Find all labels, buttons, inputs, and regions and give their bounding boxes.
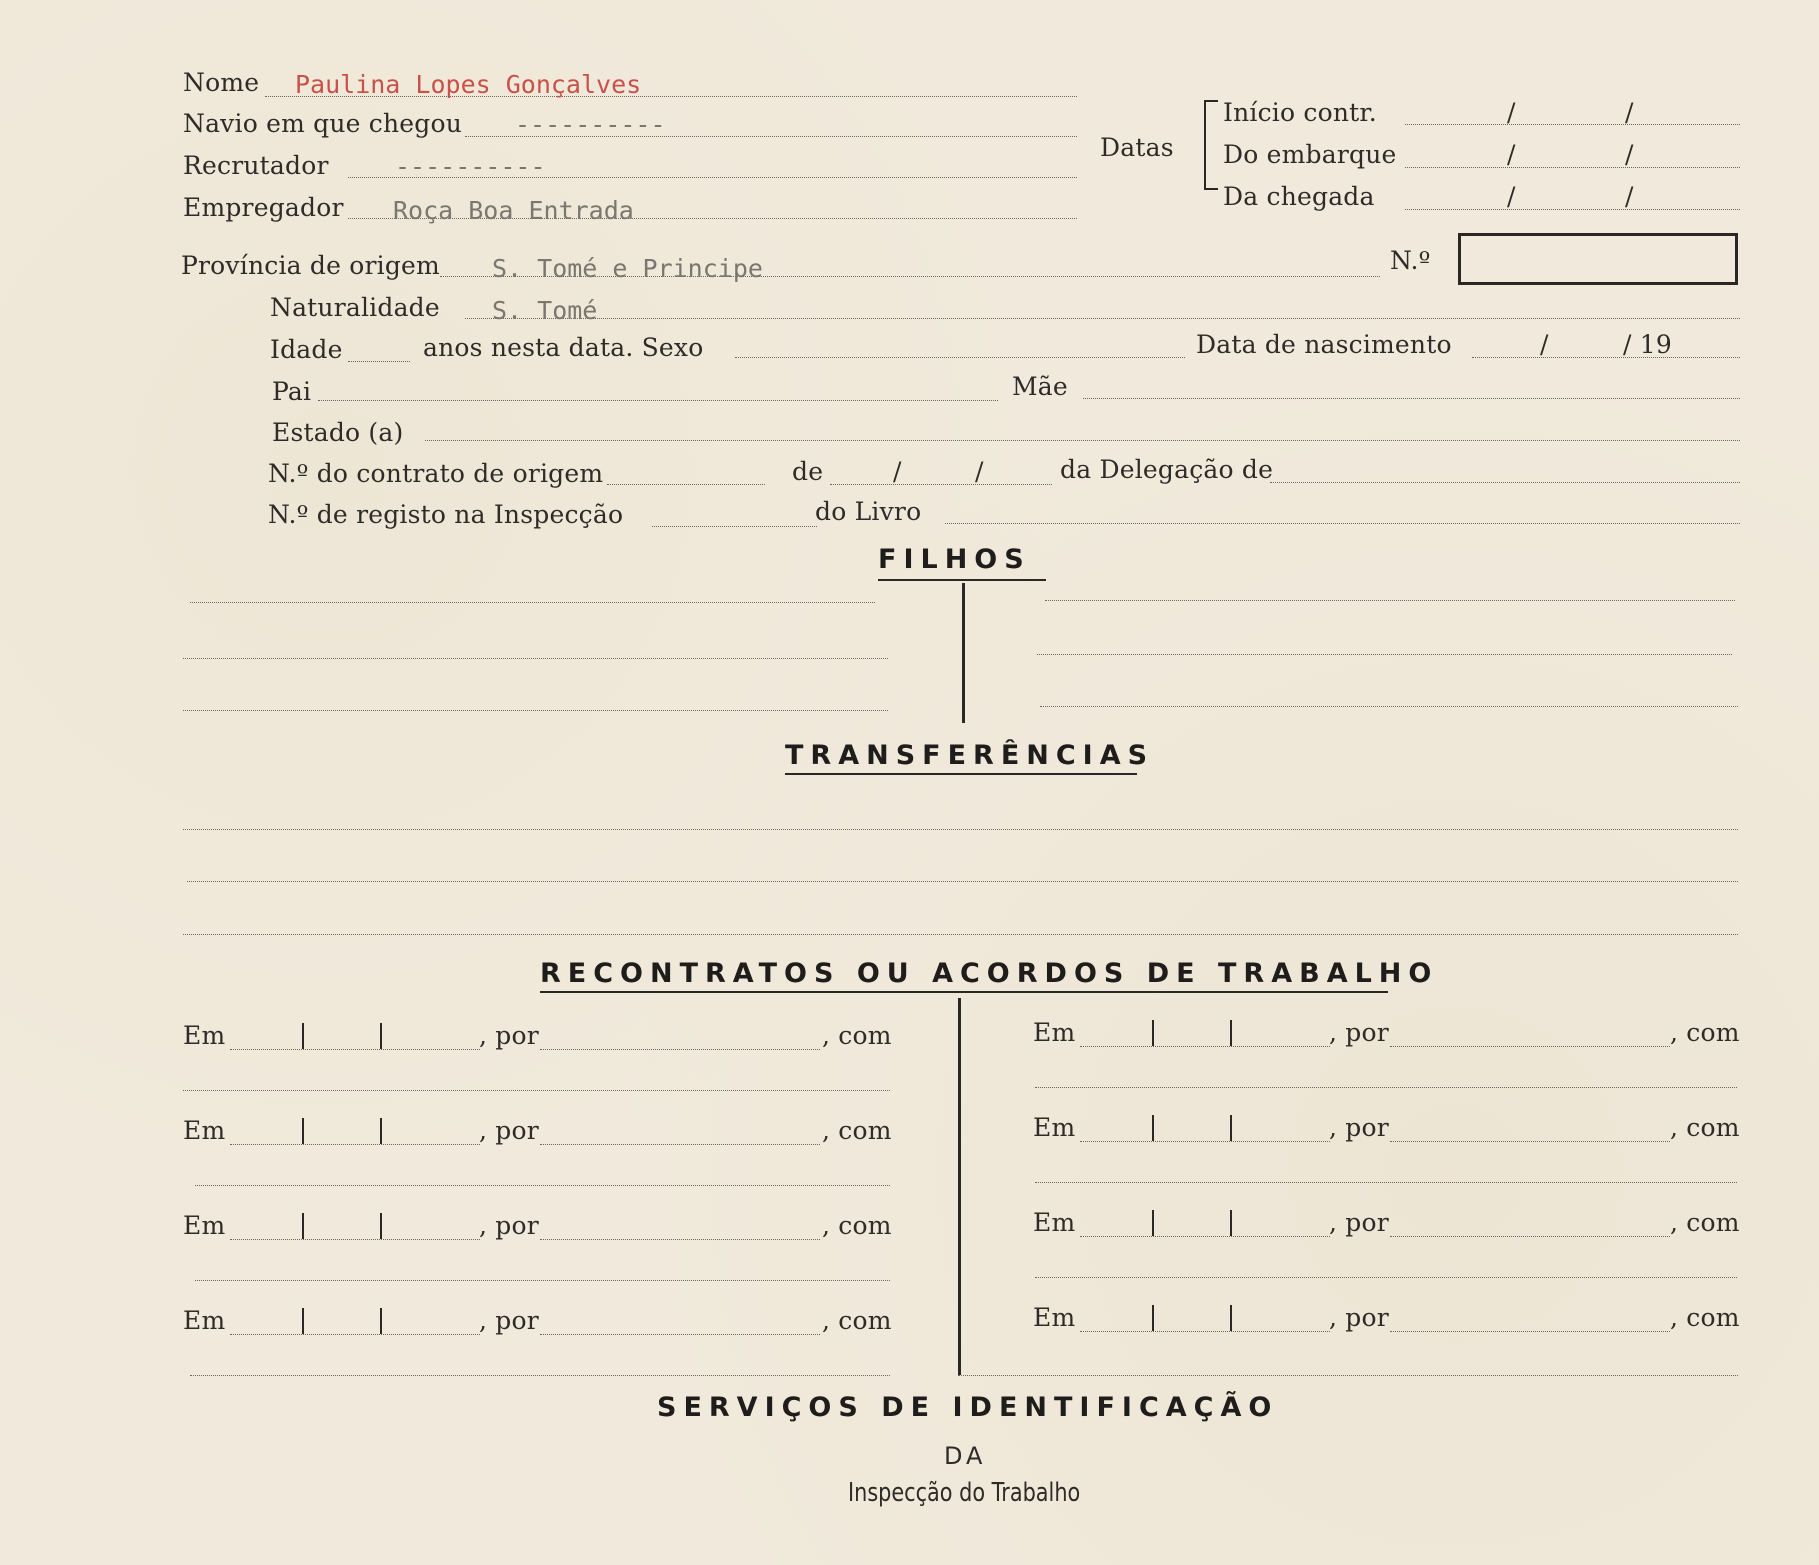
delegacao-line: [1270, 482, 1740, 483]
por-line: [540, 1144, 820, 1145]
navio-value: ----------: [515, 110, 666, 139]
continuation-line: [1035, 1087, 1737, 1088]
recontratos-heading: RECONTRATOS OU ACORDOS DE TRABALHO: [540, 958, 1439, 989]
contrato-line: [607, 484, 765, 485]
pai-line: [318, 400, 998, 401]
footer-org: Inspecção do Trabalho: [848, 1478, 1081, 1508]
com-label: , com: [1670, 1018, 1740, 1047]
nome-value: Paulina Lopes Gonçalves: [295, 70, 642, 99]
filhos-right-line-3: [1040, 706, 1738, 707]
por-line: [540, 1239, 820, 1240]
em-date-line: [230, 1239, 480, 1240]
transferencias-line-3: [183, 934, 1738, 935]
date-sep: [302, 1308, 304, 1334]
transferencias-line-1: [183, 829, 1738, 830]
embarque-label: Do embarque: [1223, 140, 1397, 169]
filhos-divider: [962, 583, 965, 723]
naturalidade-value: S. Tomé: [492, 296, 598, 325]
nome-label: Nome: [183, 68, 260, 97]
por-line: [1390, 1236, 1670, 1237]
estado-label: Estado (a): [272, 418, 404, 447]
em-date-line: [1080, 1236, 1330, 1237]
footer-da: DA: [944, 1442, 987, 1470]
em-label: Em: [1033, 1303, 1076, 1332]
date-sep: [1152, 1305, 1154, 1331]
nascimento-line: [1472, 357, 1740, 358]
date-sep: [380, 1023, 382, 1049]
em-label: Em: [1033, 1018, 1076, 1047]
filhos-heading: FILHOS: [878, 544, 1031, 575]
por-label: , por: [1329, 1018, 1389, 1047]
registo-label: N.º de registo na Inspecção: [268, 500, 624, 529]
contrato-label: N.º do contrato de origem: [268, 459, 604, 488]
mae-line: [1083, 398, 1740, 399]
transferencias-heading: TRANSFERÊNCIAS: [785, 740, 1155, 771]
recrutador-label: Recrutador: [183, 151, 329, 180]
date-sep: [380, 1118, 382, 1144]
em-date-line: [230, 1144, 480, 1145]
embarque-line: [1405, 167, 1740, 168]
navio-label: Navio em que chegou: [183, 109, 463, 138]
nascimento-slash: /: [1540, 330, 1549, 359]
por-line: [540, 1049, 820, 1050]
em-date-line: [1080, 1046, 1330, 1047]
idade-label: Idade: [270, 335, 343, 364]
naturalidade-line: [465, 318, 1740, 319]
recontratos-divider: [958, 998, 961, 1375]
por-label: , por: [479, 1021, 539, 1050]
por-label: , por: [479, 1306, 539, 1335]
chegada-slash-2: /: [1625, 182, 1634, 211]
continuation-line: [958, 1375, 1738, 1376]
filhos-left-line-2: [183, 658, 888, 659]
por-label: , por: [479, 1116, 539, 1145]
embarque-slash-1: /: [1507, 140, 1516, 169]
continuation-line: [1035, 1277, 1737, 1278]
com-label: , com: [1670, 1113, 1740, 1142]
empregador-value: Roça Boa Entrada: [393, 196, 634, 225]
chegada-label: Da chegada: [1223, 182, 1375, 211]
contrato-slash-2: /: [975, 457, 984, 486]
em-label: Em: [183, 1021, 226, 1050]
livro-label: do Livro: [815, 497, 922, 526]
em-label: Em: [1033, 1113, 1076, 1142]
filhos-right-line-1: [1045, 600, 1735, 601]
nascimento-label: Data de nascimento: [1196, 330, 1452, 359]
por-label: , por: [479, 1211, 539, 1240]
date-sep: [380, 1308, 382, 1334]
numero-label: N.º: [1390, 246, 1431, 275]
transferencias-underline: [785, 773, 1137, 775]
continuation-line: [195, 1280, 890, 1281]
sexo-line: [735, 357, 1185, 358]
com-label: , com: [822, 1021, 892, 1050]
contrato-slash-1: /: [893, 457, 902, 486]
em-label: Em: [1033, 1208, 1076, 1237]
date-sep: [1152, 1210, 1154, 1236]
date-sep: [1230, 1210, 1232, 1236]
date-sep: [1230, 1115, 1232, 1141]
inicio-slash-1: /: [1507, 98, 1516, 127]
em-label: Em: [183, 1116, 226, 1145]
filhos-right-line-2: [1037, 654, 1732, 655]
continuation-line: [183, 1090, 890, 1091]
filhos-left-line-1: [190, 602, 875, 603]
mae-label: Mãe: [1012, 372, 1068, 401]
anos-sexo-label: anos nesta data. Sexo: [423, 333, 704, 362]
naturalidade-label: Naturalidade: [270, 293, 440, 322]
por-line: [1390, 1331, 1670, 1332]
date-sep: [1230, 1305, 1232, 1331]
com-label: , com: [822, 1116, 892, 1145]
transferencias-line-2: [187, 881, 1738, 882]
chegada-slash-1: /: [1507, 182, 1516, 211]
date-sep: [1152, 1020, 1154, 1046]
date-sep: [380, 1213, 382, 1239]
em-label: Em: [183, 1306, 226, 1335]
por-line: [540, 1334, 820, 1335]
recontratos-underline: [540, 991, 1388, 993]
empregador-label: Empregador: [183, 193, 344, 222]
em-label: Em: [183, 1211, 226, 1240]
registo-line: [652, 526, 817, 527]
footer-title: SERVIÇOS DE IDENTIFICAÇÃO: [657, 1392, 1279, 1423]
estado-line: [425, 440, 1740, 441]
com-label: , com: [1670, 1303, 1740, 1332]
filhos-underline: [878, 579, 1046, 581]
por-label: , por: [1329, 1113, 1389, 1142]
em-date-line: [1080, 1331, 1330, 1332]
por-line: [1390, 1046, 1670, 1047]
date-sep: [302, 1213, 304, 1239]
idade-line: [348, 361, 410, 362]
continuation-line: [1035, 1182, 1737, 1183]
livro-line: [945, 523, 1740, 524]
delegacao-label: da Delegação de: [1060, 455, 1274, 484]
datas-brace: [1204, 100, 1218, 190]
por-line: [1390, 1141, 1670, 1142]
provincia-label: Província de origem: [181, 251, 440, 280]
inicio-line: [1405, 124, 1740, 125]
por-label: , por: [1329, 1208, 1389, 1237]
pai-label: Pai: [272, 377, 312, 406]
com-label: , com: [1670, 1208, 1740, 1237]
datas-label: Datas: [1100, 133, 1174, 162]
continuation-line: [190, 1375, 890, 1376]
date-sep: [302, 1023, 304, 1049]
date-sep: [302, 1118, 304, 1144]
provincia-value: S. Tomé e Principe: [492, 254, 763, 283]
date-sep: [1230, 1020, 1232, 1046]
continuation-line: [195, 1185, 890, 1186]
filhos-left-line-3: [183, 710, 888, 711]
por-label: , por: [1329, 1303, 1389, 1332]
contrato-date-line: [830, 484, 1052, 485]
inicio-slash-2: /: [1625, 98, 1634, 127]
nascimento-year: / 19: [1623, 330, 1672, 359]
chegada-line: [1405, 209, 1740, 210]
numero-box: [1458, 233, 1738, 285]
em-date-line: [230, 1049, 480, 1050]
em-date-line: [1080, 1141, 1330, 1142]
embarque-slash-2: /: [1625, 140, 1634, 169]
com-label: , com: [822, 1306, 892, 1335]
recrutador-value: ----------: [395, 152, 546, 181]
em-date-line: [230, 1334, 480, 1335]
date-sep: [1152, 1115, 1154, 1141]
contrato-de-label: de: [792, 457, 824, 486]
com-label: , com: [822, 1211, 892, 1240]
inicio-label: Início contr.: [1223, 98, 1377, 127]
